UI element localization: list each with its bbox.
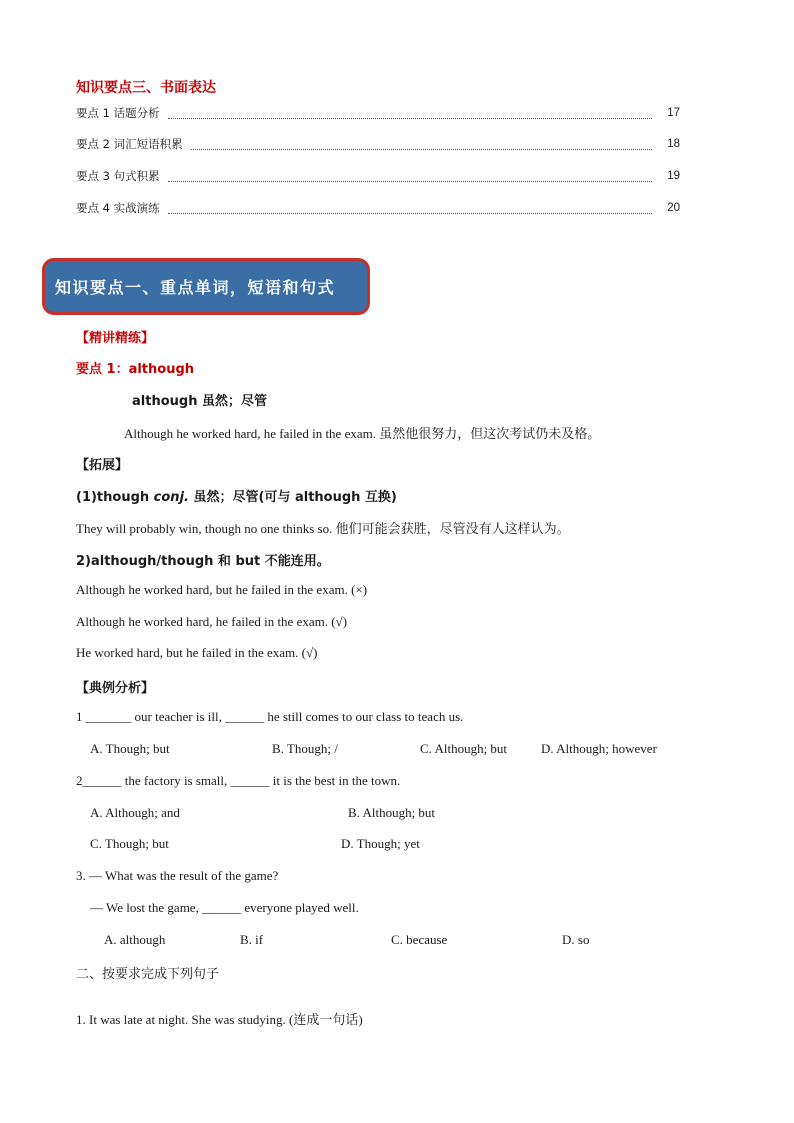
toc-row-label: 要点 2 词汇短语积累	[76, 137, 183, 151]
q1-option-d: D. Although; however	[541, 741, 657, 756]
toc-leader-dots	[168, 108, 652, 119]
part2-question-1: 1. It was late at night. She was studying. (连成一句话)	[76, 1012, 363, 1027]
section-banner-title: 知识要点一、重点单词，短语和句式	[55, 278, 336, 297]
question-3-line-2: — We lost the game, ______ everyone played well.	[90, 900, 359, 915]
item1-prefix: (1)though	[76, 490, 154, 505]
q3-option-b: B. if	[240, 932, 264, 947]
point-title: 要点 1：although	[76, 362, 195, 377]
toc-title: 知识要点三、书面表达	[76, 80, 216, 96]
section-banner	[42, 258, 370, 315]
toc-leader-dots	[168, 203, 652, 214]
q2-option-c: C. Though; but	[90, 836, 169, 851]
question-1: 1 _______ our teacher is ill, ______ he still comes to our class to teach us.	[76, 709, 464, 724]
toc-row-label: 要点 4 实战演练	[76, 201, 160, 215]
toc-leader-dots	[168, 171, 652, 182]
item1-pos: conj.	[153, 490, 189, 505]
toc-row-page: 20	[667, 202, 680, 214]
q1-option-c: C. Although; but	[420, 741, 508, 756]
extension-item-1-example: They will probably win, though no one thinks so. 他们可能会获胜，尽管没有人这样认为。	[76, 521, 570, 536]
toc-row	[76, 135, 680, 153]
part2-heading: 二、按要求完成下列句子	[76, 967, 220, 982]
extension-item-1	[76, 486, 397, 505]
item1-rest: 虽然；尽管(可与 although 互换)	[188, 490, 397, 505]
q3-option-d: D. so	[562, 932, 590, 947]
q2-option-b: B. Although; but	[348, 805, 436, 820]
toc-row-page: 19	[667, 170, 680, 182]
question-2: 2______ the factory is small, ______ it is the best in the town.	[76, 773, 401, 788]
example-correct-2: He worked hard, but he failed in the exam. (√)	[76, 645, 318, 660]
heading-dianli: 【典例分析】	[76, 681, 155, 696]
extension-item-2: 2)although/though 和 but 不能连用。	[76, 554, 330, 569]
q2-option-d: D. Though; yet	[341, 836, 420, 851]
q1-option-a: A. Though; but	[90, 741, 170, 756]
toc-row	[76, 199, 680, 217]
q1-option-b: B. Though; /	[272, 741, 338, 756]
toc-leader-dots	[191, 139, 652, 150]
toc-row-page: 18	[667, 138, 680, 150]
q2-option-a: A. Although; and	[90, 805, 180, 820]
toc-row	[76, 167, 680, 185]
toc-row-page: 17	[667, 107, 680, 119]
toc-row-label: 要点 3 句式积累	[76, 169, 160, 183]
q3-option-a: A. although	[104, 932, 166, 947]
example-wrong: Although he worked hard, but he failed in the exam. (×)	[76, 582, 368, 597]
toc-row-label: 要点 1 话题分析	[76, 106, 160, 120]
heading-tuozhan: 【拓展】	[76, 458, 129, 473]
example-correct-1: Although he worked hard, he failed in the exam. (√)	[76, 614, 348, 629]
question-3-line-1: 3. — What was the result of the game?	[76, 868, 279, 883]
toc-row	[76, 104, 680, 122]
definition: although 虽然；尽管	[132, 394, 267, 409]
example-sentence: Although he worked hard, he failed in the exam. 虽然他很努力，但这次考试仍未及格。	[124, 426, 601, 441]
heading-jingjiang: 【精讲精练】	[76, 331, 155, 346]
q3-option-c: C. because	[391, 932, 448, 947]
